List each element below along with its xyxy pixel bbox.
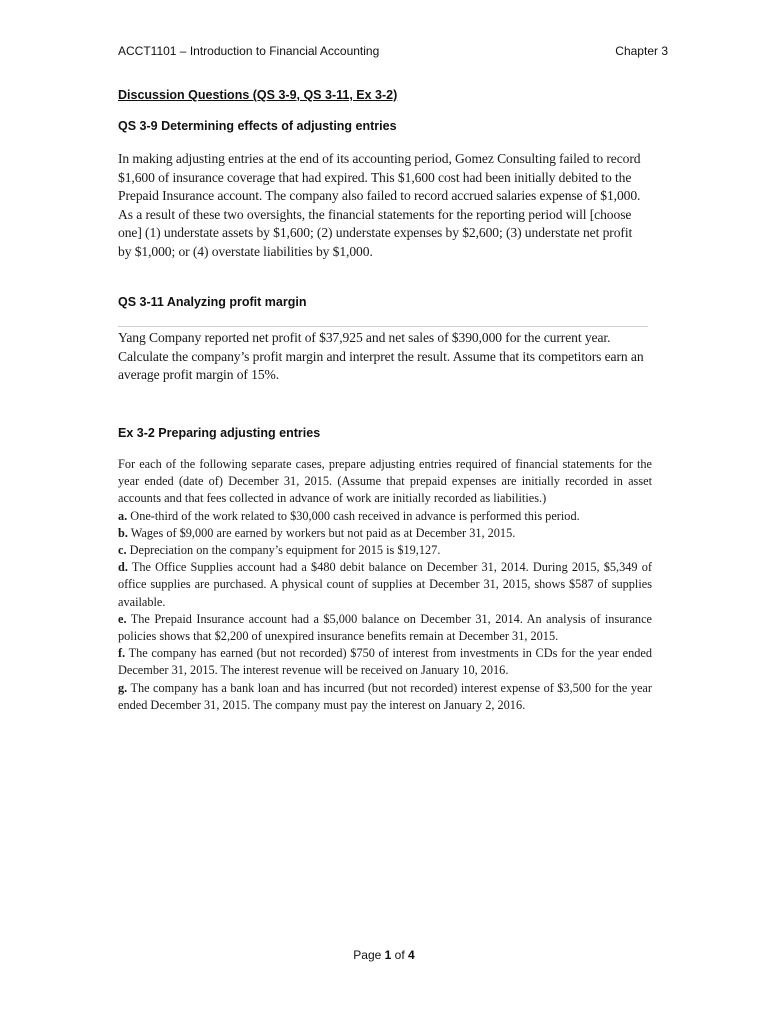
course-title: ACCT1101 – Introduction to Financial Accounting bbox=[118, 44, 380, 58]
item-letter: b. bbox=[118, 525, 128, 540]
list-item bbox=[118, 611, 652, 645]
ex32-intro: For each of the following separate cases, prepare adjusting entries required of financial statements for the year ended (date of) December 31, 2015. (Assume that prepaid expenses are initially recorded in asset accounts and that fees collected in advance of work are initially recorded as liabilities.) bbox=[118, 457, 652, 506]
list-item bbox=[118, 525, 652, 542]
item-text: One-third of the work related to $30,000 cash received in advance is performed this period. bbox=[127, 508, 580, 523]
item-text: The Office Supplies account had a $480 debit balance on December 31, 2014. During 2015, $5,349 of office supplies are purchased. A physical count of supplies at December 31, 2015, shows $587 of supplies available. bbox=[118, 560, 652, 609]
item-letter: a. bbox=[118, 508, 128, 523]
ex32-heading: Ex 3-2 Preparing adjusting entries bbox=[118, 426, 321, 440]
item-letter: d. bbox=[118, 560, 128, 575]
list-item bbox=[118, 645, 652, 679]
item-text: The company has earned (but not recorded) $750 of interest from investments in CDs for the year ended December 31, 2015. The interest revenue will be received on January 10, 2016. bbox=[118, 646, 652, 678]
page-current: 1 bbox=[384, 948, 392, 962]
page-header bbox=[118, 44, 668, 64]
qs311-question-text: Yang Company reported net profit of $37,925 and net sales of $390,000 for the current year. Calculate the company’s profit margin and interpret the result. Assume that its competitors earn an average profit margin of 15%. bbox=[118, 326, 648, 385]
ex32-body bbox=[118, 456, 652, 714]
qs39-heading: QS 3-9 Determining effects of adjusting entries bbox=[118, 119, 397, 133]
item-text: The Prepaid Insurance account had a $5,000 balance on December 31, 2014. An analysis of insurance policies shows that $2,200 of unexpired insurance benefits remain at December 31, 2015. bbox=[118, 611, 652, 644]
list-item bbox=[118, 508, 652, 525]
list-item bbox=[118, 542, 652, 559]
chapter-label: Chapter 3 bbox=[615, 44, 668, 58]
page-word: Page bbox=[353, 948, 382, 962]
item-text: Wages of $9,000 are earned by workers but not paid as at December 31, 2015. bbox=[127, 525, 516, 540]
page-of: of bbox=[394, 948, 405, 962]
qs311-heading: QS 3-11 Analyzing profit margin bbox=[118, 295, 307, 309]
page-total: 4 bbox=[408, 948, 415, 962]
item-text: Depreciation on the company’s equipment for 2015 is $19,127. bbox=[126, 543, 441, 558]
item-letter: e. bbox=[118, 611, 127, 626]
list-item bbox=[118, 680, 652, 714]
item-letter: g. bbox=[118, 680, 128, 695]
item-text: The company has a bank loan and has incurred (but not recorded) interest expense of $3,500 for the year ended December 31, 2015. The company must pay the interest on January 2, 2016. bbox=[118, 680, 652, 712]
document-title: Discussion Questions (QS 3-9, QS 3-11, Ex 3-2) bbox=[118, 88, 398, 102]
qs39-question-text: In making adjusting entries at the end of its accounting period, Gomez Consulting failed to record $1,600 of insurance coverage that had expired. This $1,600 cost had been initially debited to the Prepaid Insurance account. The company also failed to record accrued salaries expense of $1,000. As a result of these two oversights, the financial statements for the reporting period will [choose one] (1) understate assets by $1,600; (2) understate expenses by $2,600; (3) understate net profit by $1,000; or (4) overstate liabilities by $1,000. bbox=[118, 151, 641, 259]
item-letter: f. bbox=[118, 646, 126, 661]
list-item bbox=[118, 559, 652, 611]
page-footer bbox=[0, 948, 768, 962]
item-letter: c. bbox=[118, 543, 127, 558]
